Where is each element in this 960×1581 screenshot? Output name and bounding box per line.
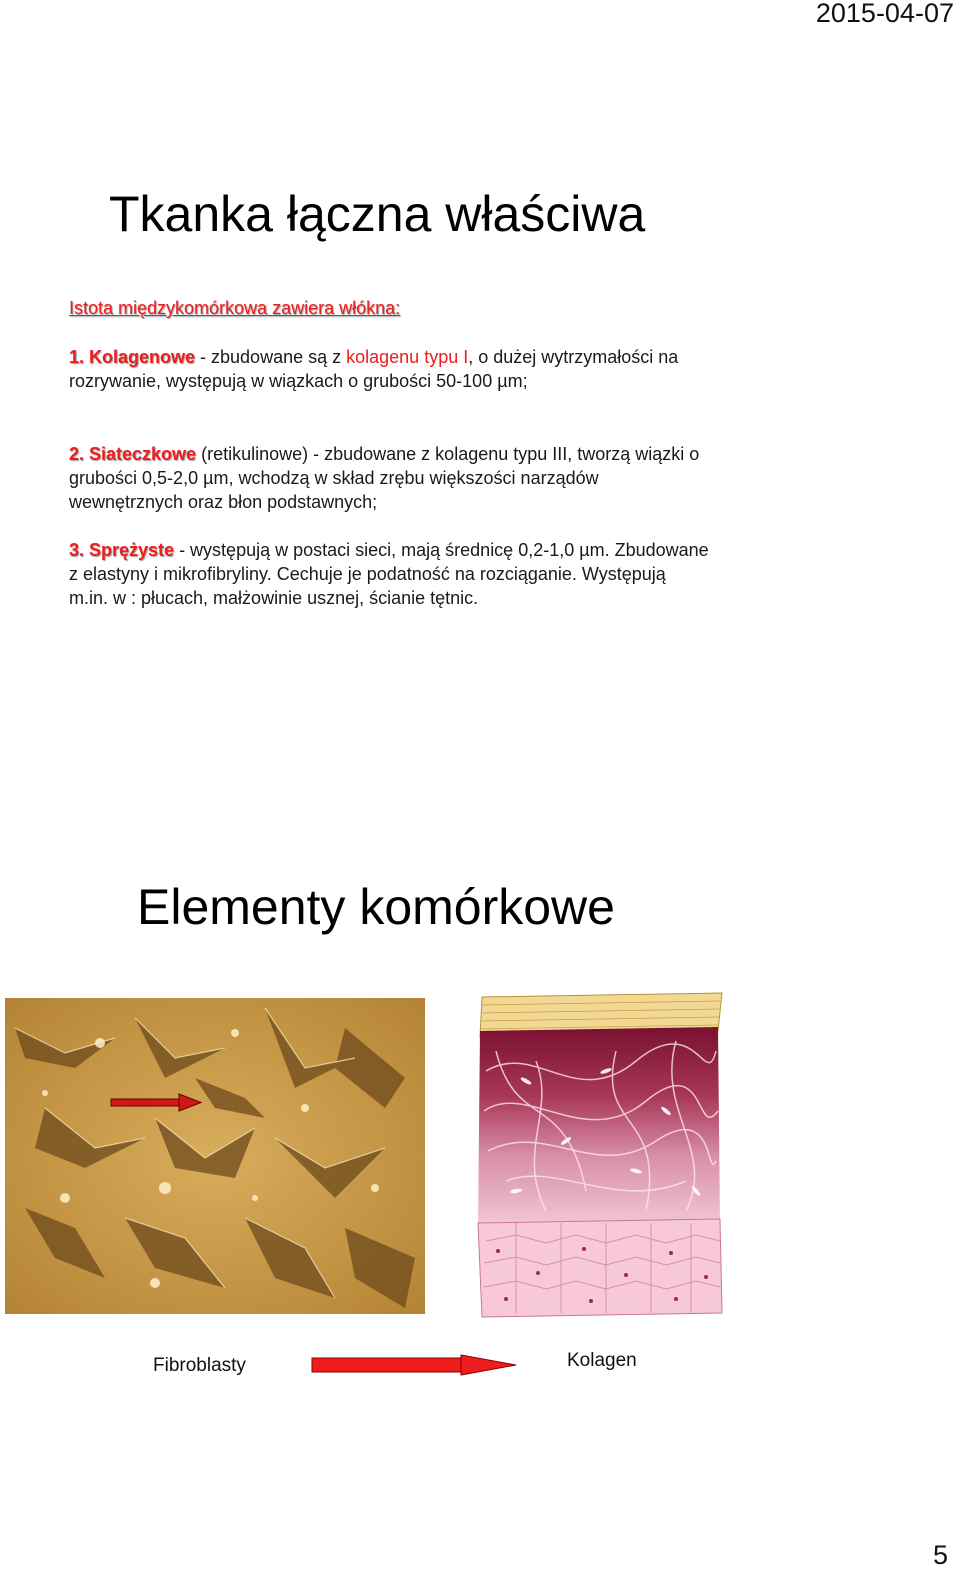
fibers-intro: Istota międzykomórkowa zawiera włókna: — [69, 298, 401, 318]
caption-fibroblasts: Fibroblasty — [153, 1355, 246, 1376]
fiber-item-collagen — [69, 345, 709, 393]
slide-title-tissue: Tkanka łączna właściwa — [109, 186, 646, 242]
date-header: 2015-04-07 — [815, 0, 954, 28]
fibroblast-micrograph — [5, 998, 425, 1314]
fiber-highlight: kolagenu typu I — [346, 347, 469, 367]
fiber-text: - zbudowane są z — [195, 347, 347, 367]
fiber-item-elastic — [69, 538, 709, 610]
fiber-text: (retikulinowe) - zbudowane z kolagenu typu III, tworzą wiązki o grubości 0,5-2,0 µm, wchodzą w skład zrębu większości narządów wewnętrznych oraz błon podstawnych; — [69, 444, 700, 512]
fiber-label: 2. Siateczkowe — [69, 444, 197, 464]
slide-title-cells: Elementy komórkowe — [137, 879, 615, 935]
fiber-label: 1. Kolagenowe — [69, 347, 196, 367]
fiber-text: , o dużej wytrzymałości na rozrywanie, występują w wiązkach o grubości 50-100 µm; — [69, 347, 679, 391]
collagen-tissue-diagram — [476, 991, 724, 1319]
arrow-right-icon — [311, 1354, 517, 1376]
caption-collagen: Kolagen — [567, 1350, 637, 1371]
fiber-label: 3. Sprężyste — [69, 540, 175, 560]
page-number: 5 — [932, 1540, 948, 1570]
fiber-item-reticular — [69, 442, 709, 514]
fiber-text: - występują w postaci sieci, mają średnicę 0,2-1,0 µm. Zbudowane z elastyny i mikrofibryliny. Cechuje je podatność na rozciąganie. Występują m.in. w : płucach, małżowinie usznej, ścianie tętnic. — [69, 540, 709, 608]
